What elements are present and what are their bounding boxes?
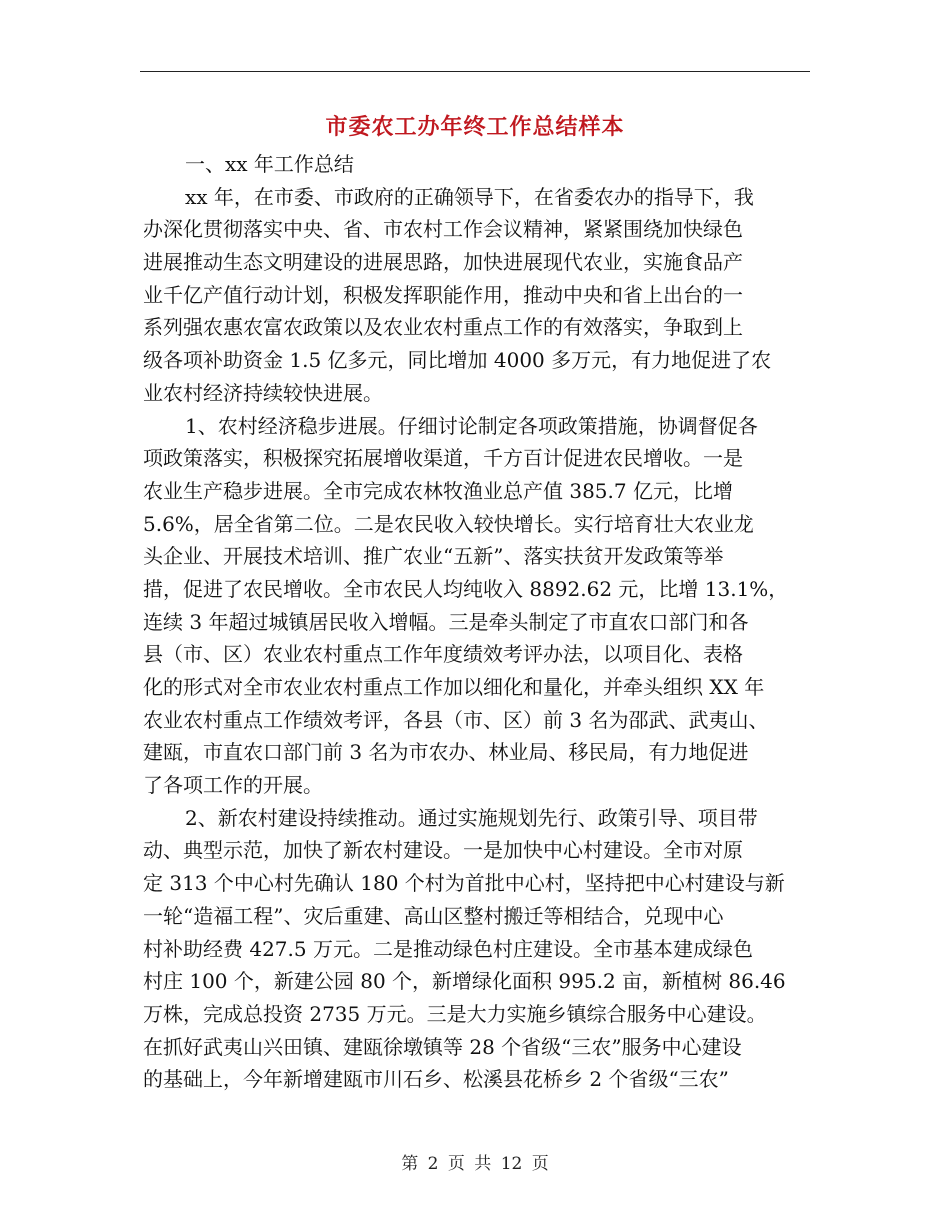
- text-line: 头企业、开展技术培训、推广农业“五新”、落实扶贫开发政策等举: [143, 544, 724, 569]
- header-rule: [140, 71, 810, 72]
- document-title: 市委农工办年终工作总结样本: [325, 114, 625, 140]
- text-line: 级各项补助资金 1.5 亿多元，同比增加 4000 多万元，有力地促进了农: [143, 348, 772, 373]
- text-line: 一、xx 年工作总结: [185, 152, 354, 176]
- text-line: 化的形式对全市农业农村重点工作加以细化和量化，并牵头组织 XX 年: [143, 675, 765, 699]
- text-line: 县（市、区）农业农村重点工作年度绩效考评办法，以项目化、表格: [143, 642, 743, 667]
- text-line: 建瓯，市直农口部门前 3 名为市农办、林业局、移民局，有力地促进: [143, 740, 749, 765]
- text-line: 的基础上，今年新增建瓯市川石乡、松溪县花桥乡 2 个省级“三农”: [143, 1067, 729, 1092]
- page-number: 第 2 页 共 12 页: [401, 1154, 549, 1174]
- text-line: 2、新农村建设持续推动。通过实施规划先行、政策引导、项目带: [185, 805, 758, 830]
- text-line: 1、农村经济稳步进展。仔细讨论制定各项政策措施，协调督促各: [185, 413, 758, 438]
- text-line: 了各项工作的开展。: [143, 773, 323, 798]
- text-line: 连续 3 年超过城镇居民收入增幅。三是牵头制定了市直农口部门和各: [143, 609, 749, 634]
- text-line: 万株，完成总投资 2735 万元。三是大力实施乡镇综合服务中心建设。: [143, 1001, 767, 1026]
- text-line: 农业农村重点工作绩效考评，各县（市、区）前 3 名为邵武、武夷山、: [143, 707, 769, 732]
- text-line: 在抓好武夷山兴田镇、建瓯徐墩镇等 28 个省级“三农”服务中心建设: [143, 1034, 742, 1059]
- text-line: 村补助经费 427.5 万元。二是推动绿色村庄建设。全市基本建成绿色: [143, 936, 753, 961]
- text-line: 办深化贯彻落实中央、省、市农村工作会议精神，紧紧围绕加快绿色: [143, 217, 743, 242]
- text-line: 进展推动生态文明建设的进展思路，加快进展现代农业，实施食品产: [143, 250, 743, 275]
- text-line: 定 313 个中心村先确认 180 个村为首批中心村，坚持把中心村建设与新: [143, 871, 785, 896]
- text-line: 系列强农惠农富农政策以及农业农村重点工作的有效落实，争取到上: [143, 315, 743, 340]
- text-line: 业千亿产值行动计划，积极发挥职能作用，推动中央和省上出台的一: [143, 282, 743, 307]
- text-line: 村庄 100 个，新建公园 80 个，新增绿化面积 995.2 亩，新植树 86.46: [143, 969, 786, 994]
- document-body: [143, 148, 811, 1096]
- text-line: 动、典型示范，加快了新农村建设。一是加快中心村建设。全市对原: [143, 838, 743, 863]
- text-line: 业农村经济持续较快进展。: [143, 380, 383, 405]
- text-line: 5.6%，居全省第二位。二是农民收入较快增长。实行培育壮大农业龙: [143, 511, 754, 536]
- text-line: 项政策落实，积极探究拓展增收渠道，千方百计促进农民增收。一是: [143, 446, 743, 471]
- text-line: 措，促进了农民增收。全市农民人均纯收入 8892.62 元，比增 13.1%，: [143, 576, 789, 601]
- text-line: xx 年，在市委、市政府的正确领导下，在省委农办的指导下，我: [185, 184, 754, 209]
- text-line: 农业生产稳步进展。全市完成农林牧渔业总产值 385.7 亿元，比增: [143, 478, 733, 503]
- text-line: 一轮“造福工程”、灾后重建、高山区整村搬迁等相结合，兑现中心: [143, 903, 724, 928]
